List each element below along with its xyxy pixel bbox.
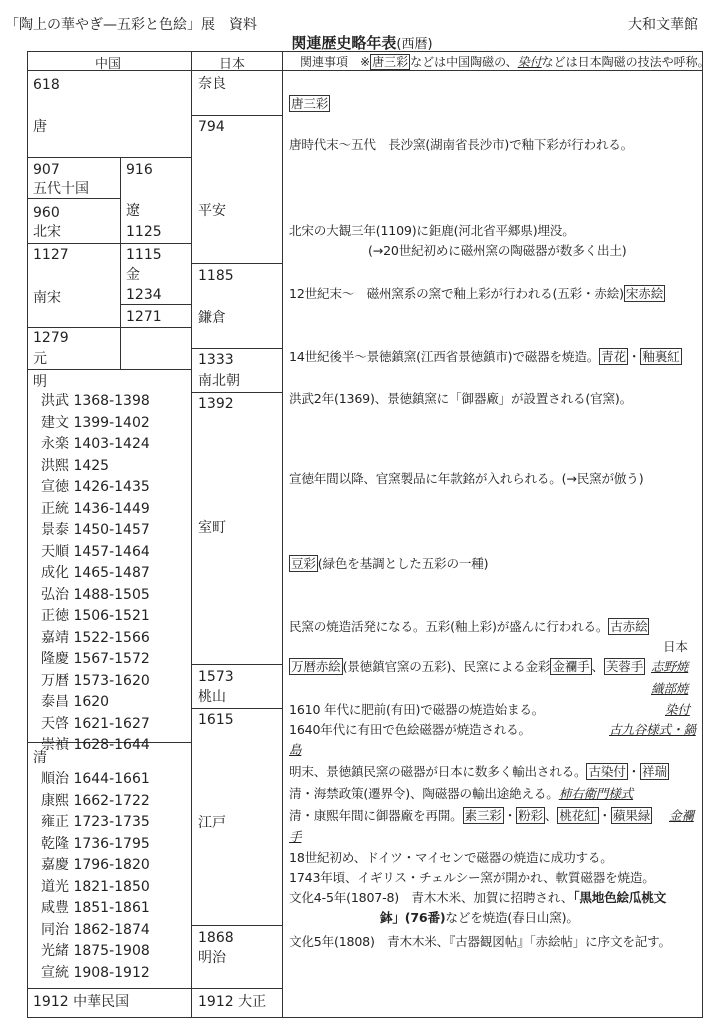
japan-edo: 江戸 [198,815,226,831]
museum-name: 大和文華館 [628,17,698,33]
event-cizhou [289,286,665,301]
china-rule-ming [27,369,191,370]
event-reign-marks: 宣徳年間以降、官窯製品に年款銘が入れられる。(→民窯が倣う) [289,471,644,486]
qing-reign: 光緒 1875-1908 [41,943,150,959]
ming-reign: 天啓 1621-1627 [41,715,150,732]
event-minyo-text: 民窯の焼造活発になる。五彩(釉上彩)が盛んに行われる。 [289,619,609,634]
event-minyo [289,619,649,634]
event-meissen: 18世紀初め、ドイツ・マイセンで磁器の焼造に成功する。 [289,850,613,865]
term-hinkaryoku: 蘋果緑 [612,808,651,823]
japan-kamakura-year: 1185 [198,268,234,284]
china-s-song-year: 1127 [33,247,69,263]
china-roc: 1912 中華民国 [33,994,130,1010]
event-julu: 北宋の大観三年(1109)に鉅鹿(河北省平郷県)埋没。 [289,223,575,238]
col-header-china: 中国 [95,57,122,72]
china-n-song-year: 960 [33,205,60,221]
ming-reign: 嘉靖 1522-1566 [41,629,150,646]
term-tousai: 豆彩 [291,556,316,571]
china-rule-roc [27,988,191,989]
ming-reign: 景泰 1450-1457 [41,522,150,538]
japan-rule-1392 [191,392,282,393]
japan-events-divider [282,51,283,1018]
event-jingdezhen-text: 14世紀後半〜景徳鎮窯(江西省景徳鎮市)で磁器を焼造。 [289,349,600,364]
event-kangxi [289,808,652,823]
china-yuan: 元 [33,351,47,367]
ming-reign: 洪熙 1425 [41,457,110,474]
japan-kamakura: 鎌倉 [198,310,226,326]
japan-meiji: 明治 [198,950,226,966]
ming-reign: 成化 1465-1487 [41,565,150,581]
event-banreki-text: (景徳鎮官窯の五彩)、民窯による金彩 [342,659,551,674]
title-main: 関連歴史略年表 [291,34,397,52]
event-arita-porcelain: 1610 年代に肥前(有田)で磁器の焼造始まる。 [289,702,545,717]
china-five-dyn-year: 907 [33,162,60,178]
term-susansai: 素三彩 [464,808,502,823]
header-divider [27,70,703,71]
term-funsai: 粉彩 [518,808,543,823]
japan-nanboku-year: 1333 [198,352,234,368]
china-rule-1127 [27,243,191,244]
term-shino: 志野焼 [651,659,689,674]
term-ko-akae: 古赤絵 [610,619,648,634]
event-haijin [289,786,633,801]
col-header-japan: 日本 [219,57,246,72]
china-rule-960 [27,198,120,199]
term-seika: 青花 [601,349,626,364]
term-song-akae: 宋赤絵 [625,286,664,301]
term-tokako: 桃花紅 [559,808,597,823]
event-mokubei-preface: 文化5年(1808) 青木木米、『古器観図帖』「赤絵帖」に序文を記す。 [289,934,671,949]
event-changsha: 唐時代末〜五代 長沙窯(湖南省長沙市)で釉下彩が行われる。 [289,137,634,152]
ming-reign: 弘治 1488-1505 [41,586,150,603]
ming-reign: 隆慶 1567-1572 [41,651,150,667]
china-japan-divider [191,51,192,1018]
term-kinran: 金襴 [669,808,694,823]
term-shonzui: 祥瑞 [642,764,667,779]
work-title-2: 鉢」(76番) [380,910,446,925]
japan-muromachi-year: 1392 [198,396,234,412]
sep-3: ・ [627,764,641,779]
japan-rule-1615 [191,708,282,709]
china-yuan-year: 1279 [33,330,69,346]
work-title-1: 「黒地色絵瓜桃文 [573,890,667,905]
ming-reign: 泰昌 1620 [41,694,110,710]
term-sometsuke: 染付 [665,702,690,717]
term-kinran-end: 手 [289,829,302,844]
event-julu-note: (→20世紀初めに磁州窯の陶磁器が数多く出土) [368,243,627,258]
sep-2: 、 [591,659,604,674]
japan-rule-794 [191,115,282,116]
china-rule-907 [27,157,191,158]
ming-reign: 永楽 1403-1424 [41,436,150,452]
event-kangxi-text: 清・康熙年間に御器廠を再開。 [289,808,463,823]
qing-reign: 乾隆 1736-1795 [41,835,150,852]
event-japan-label: 日本 [663,639,688,654]
event-export-text: 明末、景徳鎮民窯の磁器が日本に数多く輸出される。 [289,764,587,779]
japan-rule-1185 [191,263,282,264]
term-tang-sancai: 唐三彩 [291,96,329,111]
note-mid: などは中国陶磁の、 [410,55,518,69]
ming-reign: 建文 1399-1402 [41,414,150,431]
ming-reign: 正統 1436-1449 [41,500,150,517]
china-rule-1271 [120,304,191,305]
col-header-events [300,53,710,70]
exhibition-title: 「陶上の華やぎ—五彩と色絵」展 資料 [5,17,257,33]
china-liao-year: 916 [126,162,153,178]
japan-edo-year: 1615 [198,712,234,728]
japan-rule-1868 [191,925,282,926]
japan-rule-1912 [191,988,282,989]
ming-reign: 崇禎 1628-1644 [41,737,150,753]
japan-momoyama: 桃山 [198,689,226,705]
qing-reign: 宣統 1908-1912 [41,964,150,981]
qing-reign: 道光 1821-1850 [41,878,150,895]
term-oribe: 織部焼 [651,681,689,696]
japan-taisho: 1912 大正 [198,994,267,1010]
china-jin-year: 1115 [126,247,162,263]
event-mokubei-kaga [289,890,666,905]
term-kokutani: 古九谷様式・鍋 [609,722,696,737]
china-subcol-divider [120,157,121,369]
japan-nanboku: 南北朝 [198,373,240,389]
note-term-tang-sancai: 唐三彩 [372,55,409,69]
china-liao-end: 1125 [126,224,162,240]
event-banreki [289,659,645,674]
china-1271: 1271 [126,309,162,325]
term-banreki-akae: 万暦赤絵 [291,659,341,674]
china-rule-1279 [27,327,191,328]
event-kasugayama-text: などを焼造(春日山窯)。 [445,910,579,925]
china-liao: 遼 [126,203,140,219]
qing-reign: 咸豊 1851-1861 [41,900,150,916]
title-sub: (西暦) [396,37,433,52]
event-arita-iroe: 1640年代に有田で色絵磁器が焼造される。 [289,722,531,737]
note-mark: ※ [360,55,371,69]
japan-momoyama-year: 1573 [198,669,234,685]
event-imperial-factory: 洪武2年(1369)、景徳鎮窯に「御器廠」が設置される(官窯)。 [289,391,632,406]
event-tousai-text: (緑色を基調とした五彩の一種) [317,556,489,571]
japan-heian: 平安 [198,203,226,219]
japan-muromachi: 室町 [198,520,226,536]
event-haijin-text: 清・海禁政策(遷界令)、陶磁器の輸出途絶える。 [289,786,559,801]
china-n-song: 北宋 [33,224,61,240]
term-fuyode: 芙蓉手 [605,659,644,674]
event-jingdezhen [289,349,682,364]
term-kinrande: 金襴手 [552,659,590,674]
term-nabeshima: 島 [289,742,302,757]
event-tousai [289,556,488,571]
sep-4: ・ [503,808,517,823]
qing-reign: 嘉慶 1796-1820 [41,857,150,873]
event-chelsea: 1743年頃、イギリス・チェルシー窯が開かれ、軟質磁器を焼造。 [289,870,655,885]
china-s-song: 南宋 [33,290,61,306]
japan-meiji-year: 1868 [198,930,234,946]
china-jin: 金 [126,267,140,283]
term-kakiemon: 柿右衛門様式 [558,786,634,801]
china-tang-year: 618 [33,77,60,93]
china-qing-label: 清 [33,750,47,766]
japan-rule-1333 [191,348,282,349]
event-export [289,764,669,779]
japan-nara: 奈良 [198,76,226,92]
china-ming-label: 明 [33,374,47,390]
sep-5: 、 [544,808,558,823]
term-ko-sometsuke: 古染付 [588,764,626,779]
event-mokubei-kaga-text: 文化4-5年(1807-8) 青木木米、加賀に招聘され、 [289,890,574,905]
ming-reign: 天順 1457-1464 [41,543,150,560]
sep-6: ・ [598,808,611,823]
qing-reign: 康熙 1662-1722 [41,792,150,809]
page-title [0,32,724,53]
ming-reign: 洪武 1368-1398 [41,393,150,409]
events-label: 関連事項 [300,55,349,69]
note-end: などは日本陶磁の技法や呼称。 [541,55,710,69]
qing-reign: 順治 1644-1661 [41,771,150,787]
sep-1: ・ [627,349,641,364]
ming-reign: 正徳 1506-1521 [41,608,150,624]
event-cizhou-text: 12世紀末〜 磁州窯系の窯で釉上彩が行われる(五彩・赤絵) [289,286,624,301]
japan-heian-year: 794 [198,119,225,135]
note-term-sometsuke: 染付 [517,55,542,69]
china-five-dyn: 五代十国 [33,181,89,197]
event-tang-sancai [289,96,330,111]
event-mokubei-kasugayama [380,910,579,925]
china-tang: 唐 [33,119,47,135]
japan-rule-1573 [191,664,282,665]
china-jin-end: 1234 [126,287,162,303]
term-yuririko: 釉裏紅 [642,349,680,364]
qing-reign: 同治 1862-1874 [41,921,150,938]
ming-reign: 万暦 1573-1620 [41,672,150,689]
qing-reign: 雍正 1723-1735 [41,814,150,830]
ming-reign: 宣徳 1426-1435 [41,479,150,495]
